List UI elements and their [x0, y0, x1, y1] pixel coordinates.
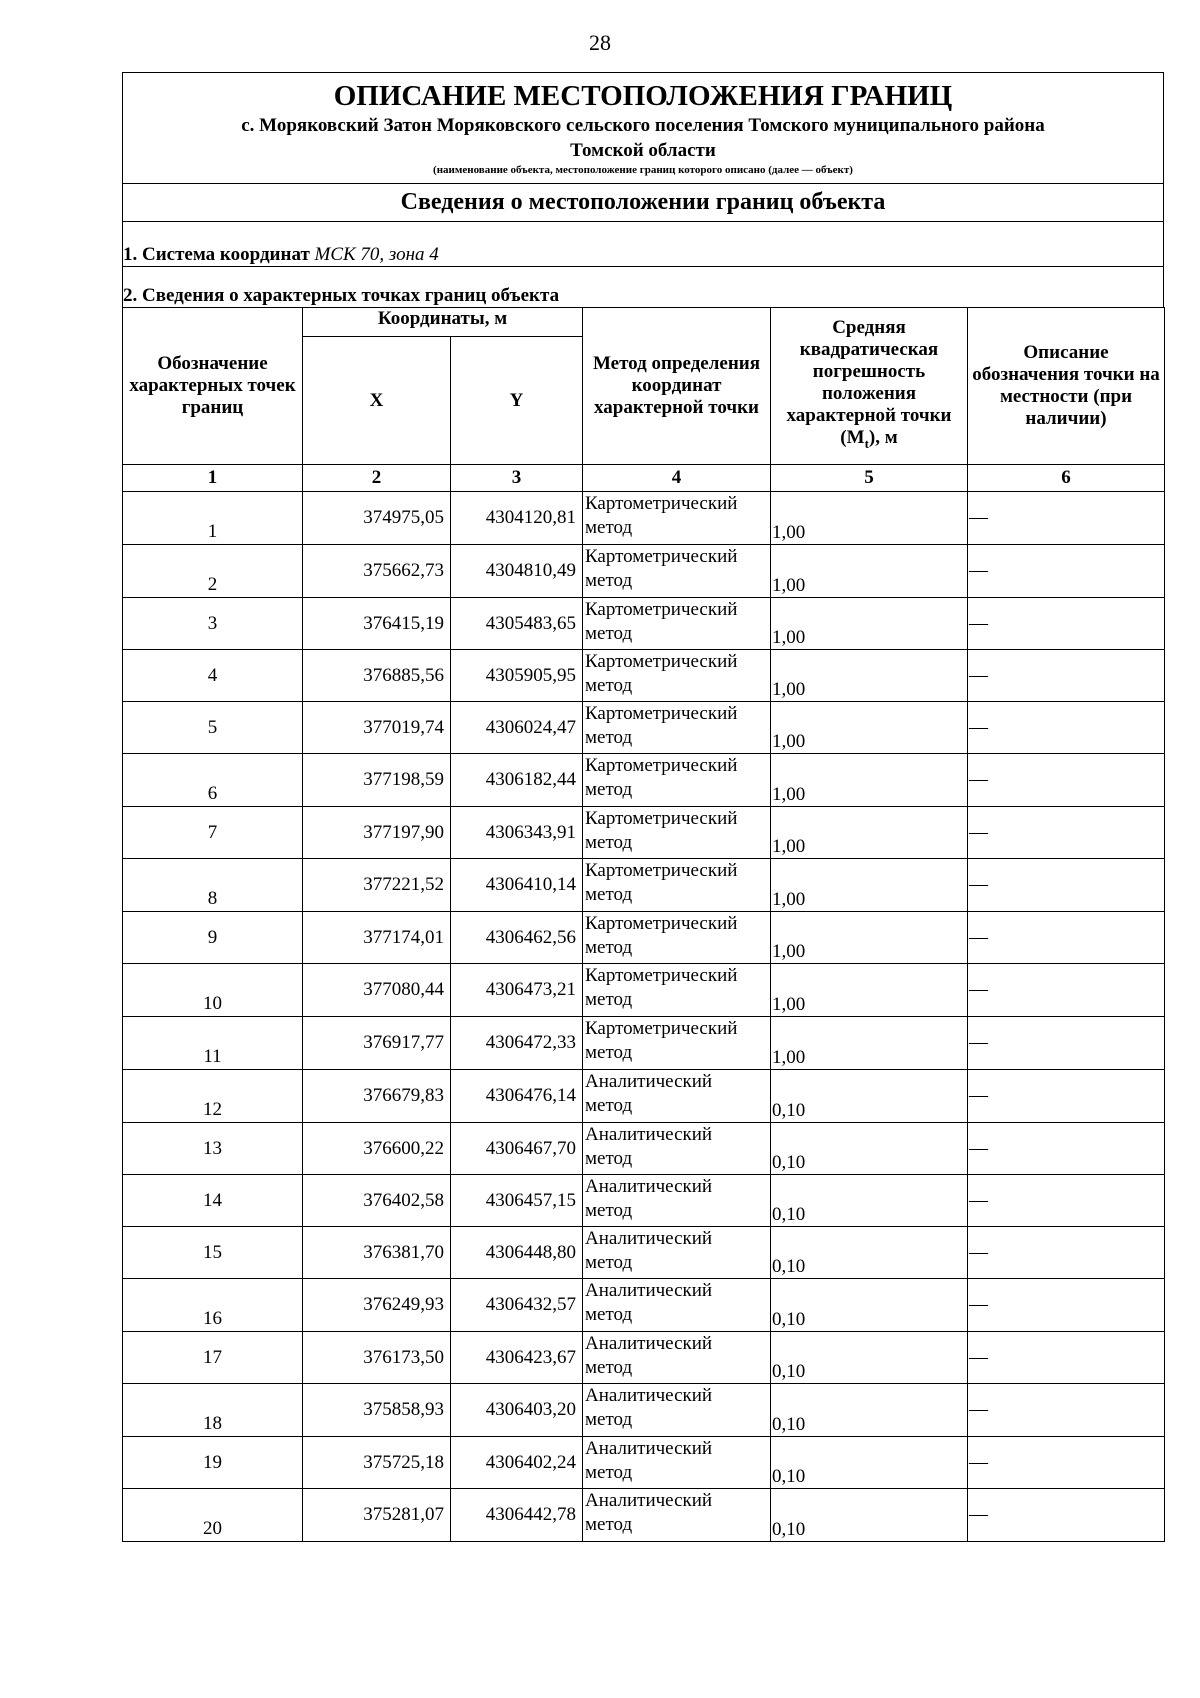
table-row: [123, 545, 1165, 598]
coord-x: 376917,77: [303, 1017, 451, 1070]
point-description: —: [968, 545, 1165, 598]
coord-y: 4306462,56: [451, 912, 583, 964]
point-description: —: [968, 859, 1165, 912]
point-id: 19: [123, 1437, 303, 1489]
point-id: 16: [123, 1279, 303, 1332]
method: Аналитический метод: [583, 1227, 771, 1279]
coord-y: 4304810,49: [451, 545, 583, 598]
coord-x: 375281,07: [303, 1489, 451, 1542]
mean-square-error: 1,00: [771, 492, 968, 545]
method: Аналитический метод: [583, 1279, 771, 1332]
coord-system-row: [122, 221, 1164, 266]
point-id: 10: [123, 964, 303, 1017]
table-row: [123, 807, 1165, 859]
method: Картометрический метод: [583, 492, 771, 545]
column-index: 4: [583, 465, 771, 492]
table-row: [123, 1070, 1165, 1123]
mean-square-error: 0,10: [771, 1279, 968, 1332]
coord-y: 4305905,95: [451, 650, 583, 702]
coord-x: 377080,44: [303, 964, 451, 1017]
method: Картометрический метод: [583, 807, 771, 859]
point-id: 2: [123, 545, 303, 598]
coord-y: 4304120,81: [451, 492, 583, 545]
method: Картометрический метод: [583, 964, 771, 1017]
coord-x: 377221,52: [303, 859, 451, 912]
coord-y: 4306410,14: [451, 859, 583, 912]
coord-x: 376885,56: [303, 650, 451, 702]
table-row: [123, 1123, 1165, 1175]
coord-y: 4306476,14: [451, 1070, 583, 1123]
coord-y: 4306182,44: [451, 754, 583, 807]
column-index: 3: [451, 465, 583, 492]
point-description: —: [968, 1279, 1165, 1332]
method: Аналитический метод: [583, 1384, 771, 1437]
point-id: 18: [123, 1384, 303, 1437]
point-id: 5: [123, 702, 303, 754]
coord-y: 4306423,67: [451, 1332, 583, 1384]
point-description: —: [968, 1384, 1165, 1437]
coord-x: 375662,73: [303, 545, 451, 598]
method: Картометрический метод: [583, 650, 771, 702]
method: Картометрический метод: [583, 702, 771, 754]
mean-square-error: 0,10: [771, 1437, 968, 1489]
coord-y: 4306442,78: [451, 1489, 583, 1542]
mean-square-error: 1,00: [771, 702, 968, 754]
table-row: [123, 754, 1165, 807]
mean-square-error: 1,00: [771, 598, 968, 650]
points-heading-row: [122, 266, 1164, 307]
point-id: 15: [123, 1227, 303, 1279]
point-id: 12: [123, 1070, 303, 1123]
table-row: [123, 650, 1165, 702]
method: Картометрический метод: [583, 545, 771, 598]
point-id: 17: [123, 1332, 303, 1384]
coord-x: 376402,58: [303, 1175, 451, 1227]
method: Картометрический метод: [583, 754, 771, 807]
coord-y: 4306432,57: [451, 1279, 583, 1332]
coord-x: 376173,50: [303, 1332, 451, 1384]
point-id: 3: [123, 598, 303, 650]
table-row: [123, 598, 1165, 650]
coord-system-value: МСК 70, зона 4: [314, 244, 439, 265]
document-title: ОПИСАНИЕ МЕСТОПОЛОЖЕНИЯ ГРАНИЦ: [333, 80, 953, 112]
header-method: Метод определения координат характерной точки: [583, 308, 771, 465]
table-row: [123, 1279, 1165, 1332]
table-row: [123, 964, 1165, 1017]
method: Аналитический метод: [583, 1123, 771, 1175]
points-heading: 2. Сведения о характерных точках границ объекта: [123, 285, 560, 306]
boundary-points-table: [122, 307, 1165, 1542]
point-description: —: [968, 1332, 1165, 1384]
column-index: 6: [968, 465, 1165, 492]
point-description: —: [968, 702, 1165, 754]
mean-square-error: 1,00: [771, 807, 968, 859]
coord-y: 4306403,20: [451, 1384, 583, 1437]
table-row: [123, 1017, 1165, 1070]
coord-y: 4306467,70: [451, 1123, 583, 1175]
coord-x: 377197,90: [303, 807, 451, 859]
header-coordinates: Координаты, м: [303, 308, 583, 337]
mean-square-error: 1,00: [771, 754, 968, 807]
coord-y: 4306473,21: [451, 964, 583, 1017]
point-id: 6: [123, 754, 303, 807]
mean-square-error: 0,10: [771, 1332, 968, 1384]
coord-x: 377019,74: [303, 702, 451, 754]
header-y: Y: [451, 337, 583, 465]
table-row: [123, 1332, 1165, 1384]
table-row: [123, 492, 1165, 545]
coord-y: 4306402,24: [451, 1437, 583, 1489]
table-row: [123, 912, 1165, 964]
method: Аналитический метод: [583, 1070, 771, 1123]
method: Аналитический метод: [583, 1332, 771, 1384]
mean-square-error: 0,10: [771, 1384, 968, 1437]
point-description: —: [968, 598, 1165, 650]
point-description: —: [968, 912, 1165, 964]
mean-square-error: 0,10: [771, 1489, 968, 1542]
table-row: [123, 1437, 1165, 1489]
object-name-caption: (наименование объекта, местоположение границ которого описано (далее — объект): [433, 164, 853, 176]
document-frame: [122, 72, 1164, 1542]
table-row: [123, 859, 1165, 912]
page-number: 28: [589, 30, 611, 55]
coord-x: 375858,93: [303, 1384, 451, 1437]
point-description: —: [968, 650, 1165, 702]
point-description: —: [968, 1123, 1165, 1175]
point-description: —: [968, 492, 1165, 545]
mean-square-error: 0,10: [771, 1123, 968, 1175]
coord-y: 4306472,33: [451, 1017, 583, 1070]
coord-y: 4306457,15: [451, 1175, 583, 1227]
method: Картометрический метод: [583, 859, 771, 912]
coord-y: 4306343,91: [451, 807, 583, 859]
header-description: Описание обозначения точки на местности (при наличии): [968, 308, 1165, 465]
point-id: 11: [123, 1017, 303, 1070]
object-name-line1: с. Моряковский Затон Моряковского сельского поселения Томского муниципального района: [241, 115, 1045, 136]
coord-y: 4306024,47: [451, 702, 583, 754]
mean-square-error: 0,10: [771, 1070, 968, 1123]
table-row: [123, 1175, 1165, 1227]
point-id: 8: [123, 859, 303, 912]
method: Картометрический метод: [583, 598, 771, 650]
point-id: 20: [123, 1489, 303, 1542]
column-index: 1: [123, 465, 303, 492]
coord-x: 374975,05: [303, 492, 451, 545]
point-description: —: [968, 1489, 1165, 1542]
table-row: [123, 702, 1165, 754]
coord-x: 377174,01: [303, 912, 451, 964]
coord-x: 376600,22: [303, 1123, 451, 1175]
point-id: 7: [123, 807, 303, 859]
point-description: —: [968, 1017, 1165, 1070]
mean-square-error: 0,10: [771, 1227, 968, 1279]
method: Аналитический метод: [583, 1489, 771, 1542]
coord-x: 375725,18: [303, 1437, 451, 1489]
point-description: —: [968, 1437, 1165, 1489]
section-title: Сведения о местоположении границ объекта: [122, 183, 1164, 221]
mean-square-error: 0,10: [771, 1175, 968, 1227]
point-description: —: [968, 1227, 1165, 1279]
header-error: Средняя квадратическая погрешность положения характерной точки $(M_t)$, м: [771, 308, 968, 465]
table-row: [123, 1489, 1165, 1542]
coord-y: 4306448,80: [451, 1227, 583, 1279]
point-id: 14: [123, 1175, 303, 1227]
point-id: 9: [123, 912, 303, 964]
table-row: [123, 1227, 1165, 1279]
mean-square-error: 1,00: [771, 859, 968, 912]
mean-square-error: 1,00: [771, 964, 968, 1017]
coord-x: 377198,59: [303, 754, 451, 807]
coord-system-label: 1. Система координат: [123, 244, 310, 265]
mean-square-error: 1,00: [771, 1017, 968, 1070]
mean-square-error: 1,00: [771, 545, 968, 598]
method: Аналитический метод: [583, 1437, 771, 1489]
method: Картометрический метод: [583, 912, 771, 964]
point-description: —: [968, 1175, 1165, 1227]
header-x: X: [303, 337, 451, 465]
point-description: —: [968, 964, 1165, 1017]
coord-x: 376249,93: [303, 1279, 451, 1332]
document-header: [122, 72, 1164, 183]
coord-x: 376381,70: [303, 1227, 451, 1279]
mean-square-error: 1,00: [771, 650, 968, 702]
column-index: 2: [303, 465, 451, 492]
method: Аналитический метод: [583, 1175, 771, 1227]
mean-square-error: 1,00: [771, 912, 968, 964]
coord-x: 376415,19: [303, 598, 451, 650]
coord-y: 4305483,65: [451, 598, 583, 650]
point-description: —: [968, 807, 1165, 859]
object-name-line2: Томской области: [570, 140, 716, 161]
method: Картометрический метод: [583, 1017, 771, 1070]
header-designation: Обозначение характерных точек границ: [123, 308, 303, 465]
coord-x: 376679,83: [303, 1070, 451, 1123]
column-index-row: [123, 465, 1165, 492]
point-id: 4: [123, 650, 303, 702]
point-id: 1: [123, 492, 303, 545]
point-description: —: [968, 1070, 1165, 1123]
column-index: 5: [771, 465, 968, 492]
point-description: —: [968, 754, 1165, 807]
table-row: [123, 1384, 1165, 1437]
point-id: 13: [123, 1123, 303, 1175]
